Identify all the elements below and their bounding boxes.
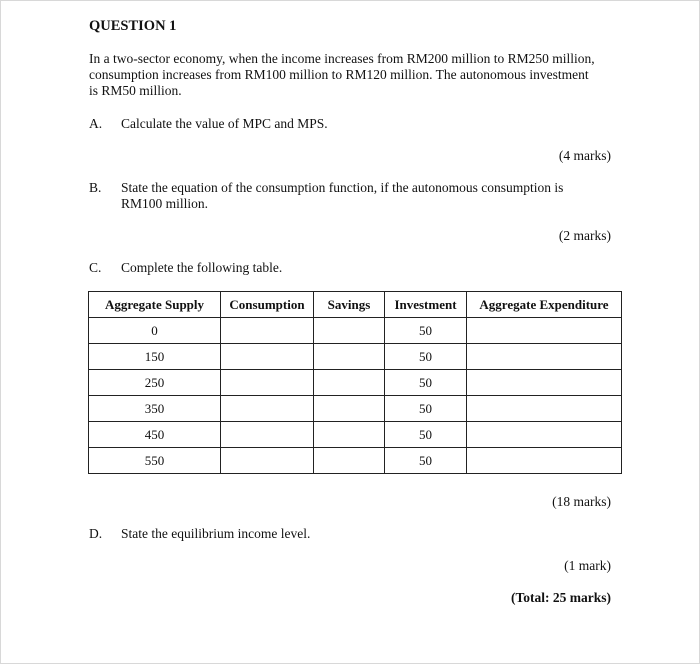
header-aggregate-expenditure: Aggregate Expenditure [467, 292, 622, 318]
table-cell: 250 [89, 370, 221, 396]
table-row [89, 448, 622, 474]
header-investment: Investment [385, 292, 467, 318]
table-cell: 0 [89, 318, 221, 344]
data-table [88, 291, 622, 474]
table-cell [314, 422, 385, 448]
question-title: QUESTION 1 [89, 18, 177, 34]
part-d-letter: D. [89, 526, 103, 541]
table-cell [314, 370, 385, 396]
question-intro [89, 51, 629, 99]
part-a-letter: A. [89, 116, 103, 131]
table-cell [467, 396, 622, 422]
table-cell [221, 396, 314, 422]
table-cell: 50 [385, 448, 467, 474]
table-cell: 50 [385, 344, 467, 370]
table-cell: 450 [89, 422, 221, 448]
table-row [89, 318, 622, 344]
part-c-marks: (18 marks) [552, 494, 611, 509]
part-a-text: Calculate the value of MPC and MPS. [121, 116, 328, 131]
header-savings: Savings [314, 292, 385, 318]
table-row [89, 396, 622, 422]
table-cell [314, 344, 385, 370]
table-cell: 550 [89, 448, 221, 474]
table-cell [467, 422, 622, 448]
part-c-letter: C. [89, 260, 102, 275]
part-c-text: Complete the following table. [121, 260, 283, 275]
table-cell [221, 422, 314, 448]
part-b-marks: (2 marks) [558, 228, 611, 243]
table-cell: 50 [385, 370, 467, 396]
table-cell [314, 396, 385, 422]
part-d-marks: (1 mark) [564, 558, 611, 573]
table-cell [221, 448, 314, 474]
table-cell [314, 318, 385, 344]
table-row [89, 370, 622, 396]
total-marks: (Total: 25 marks) [511, 590, 611, 605]
table-cell: 50 [385, 422, 467, 448]
table-cell: 50 [385, 396, 467, 422]
part-b-text-line: State the equation of the consumption function, if the autonomous consumption is [121, 180, 564, 195]
table-cell [467, 318, 622, 344]
table-cell [314, 448, 385, 474]
table-cell: 150 [89, 344, 221, 370]
table-row [89, 422, 622, 448]
header-aggregate-supply: Aggregate Supply [89, 292, 221, 318]
table-cell [467, 344, 622, 370]
table-cell [221, 318, 314, 344]
table-cell [467, 448, 622, 474]
intro-line: consumption increases from RM100 million to RM120 million. The autonomous investment [89, 67, 589, 82]
part-b-text-line: RM100 million. [121, 196, 209, 211]
table-cell: 50 [385, 318, 467, 344]
table-cell [221, 370, 314, 396]
part-d-text: State the equilibrium income level. [121, 526, 311, 541]
table-cell: 350 [89, 396, 221, 422]
table-cell [467, 370, 622, 396]
table-header-row [89, 292, 622, 318]
part-a-marks: (4 marks) [558, 148, 611, 163]
table-cell [221, 344, 314, 370]
table-row [89, 344, 622, 370]
part-b-letter: B. [89, 180, 102, 195]
intro-line: is RM50 million. [89, 83, 182, 98]
intro-line: In a two-sector economy, when the income increases from RM200 million to RM250 million, [89, 51, 595, 66]
part-b-text [121, 180, 601, 212]
header-consumption: Consumption [221, 292, 314, 318]
